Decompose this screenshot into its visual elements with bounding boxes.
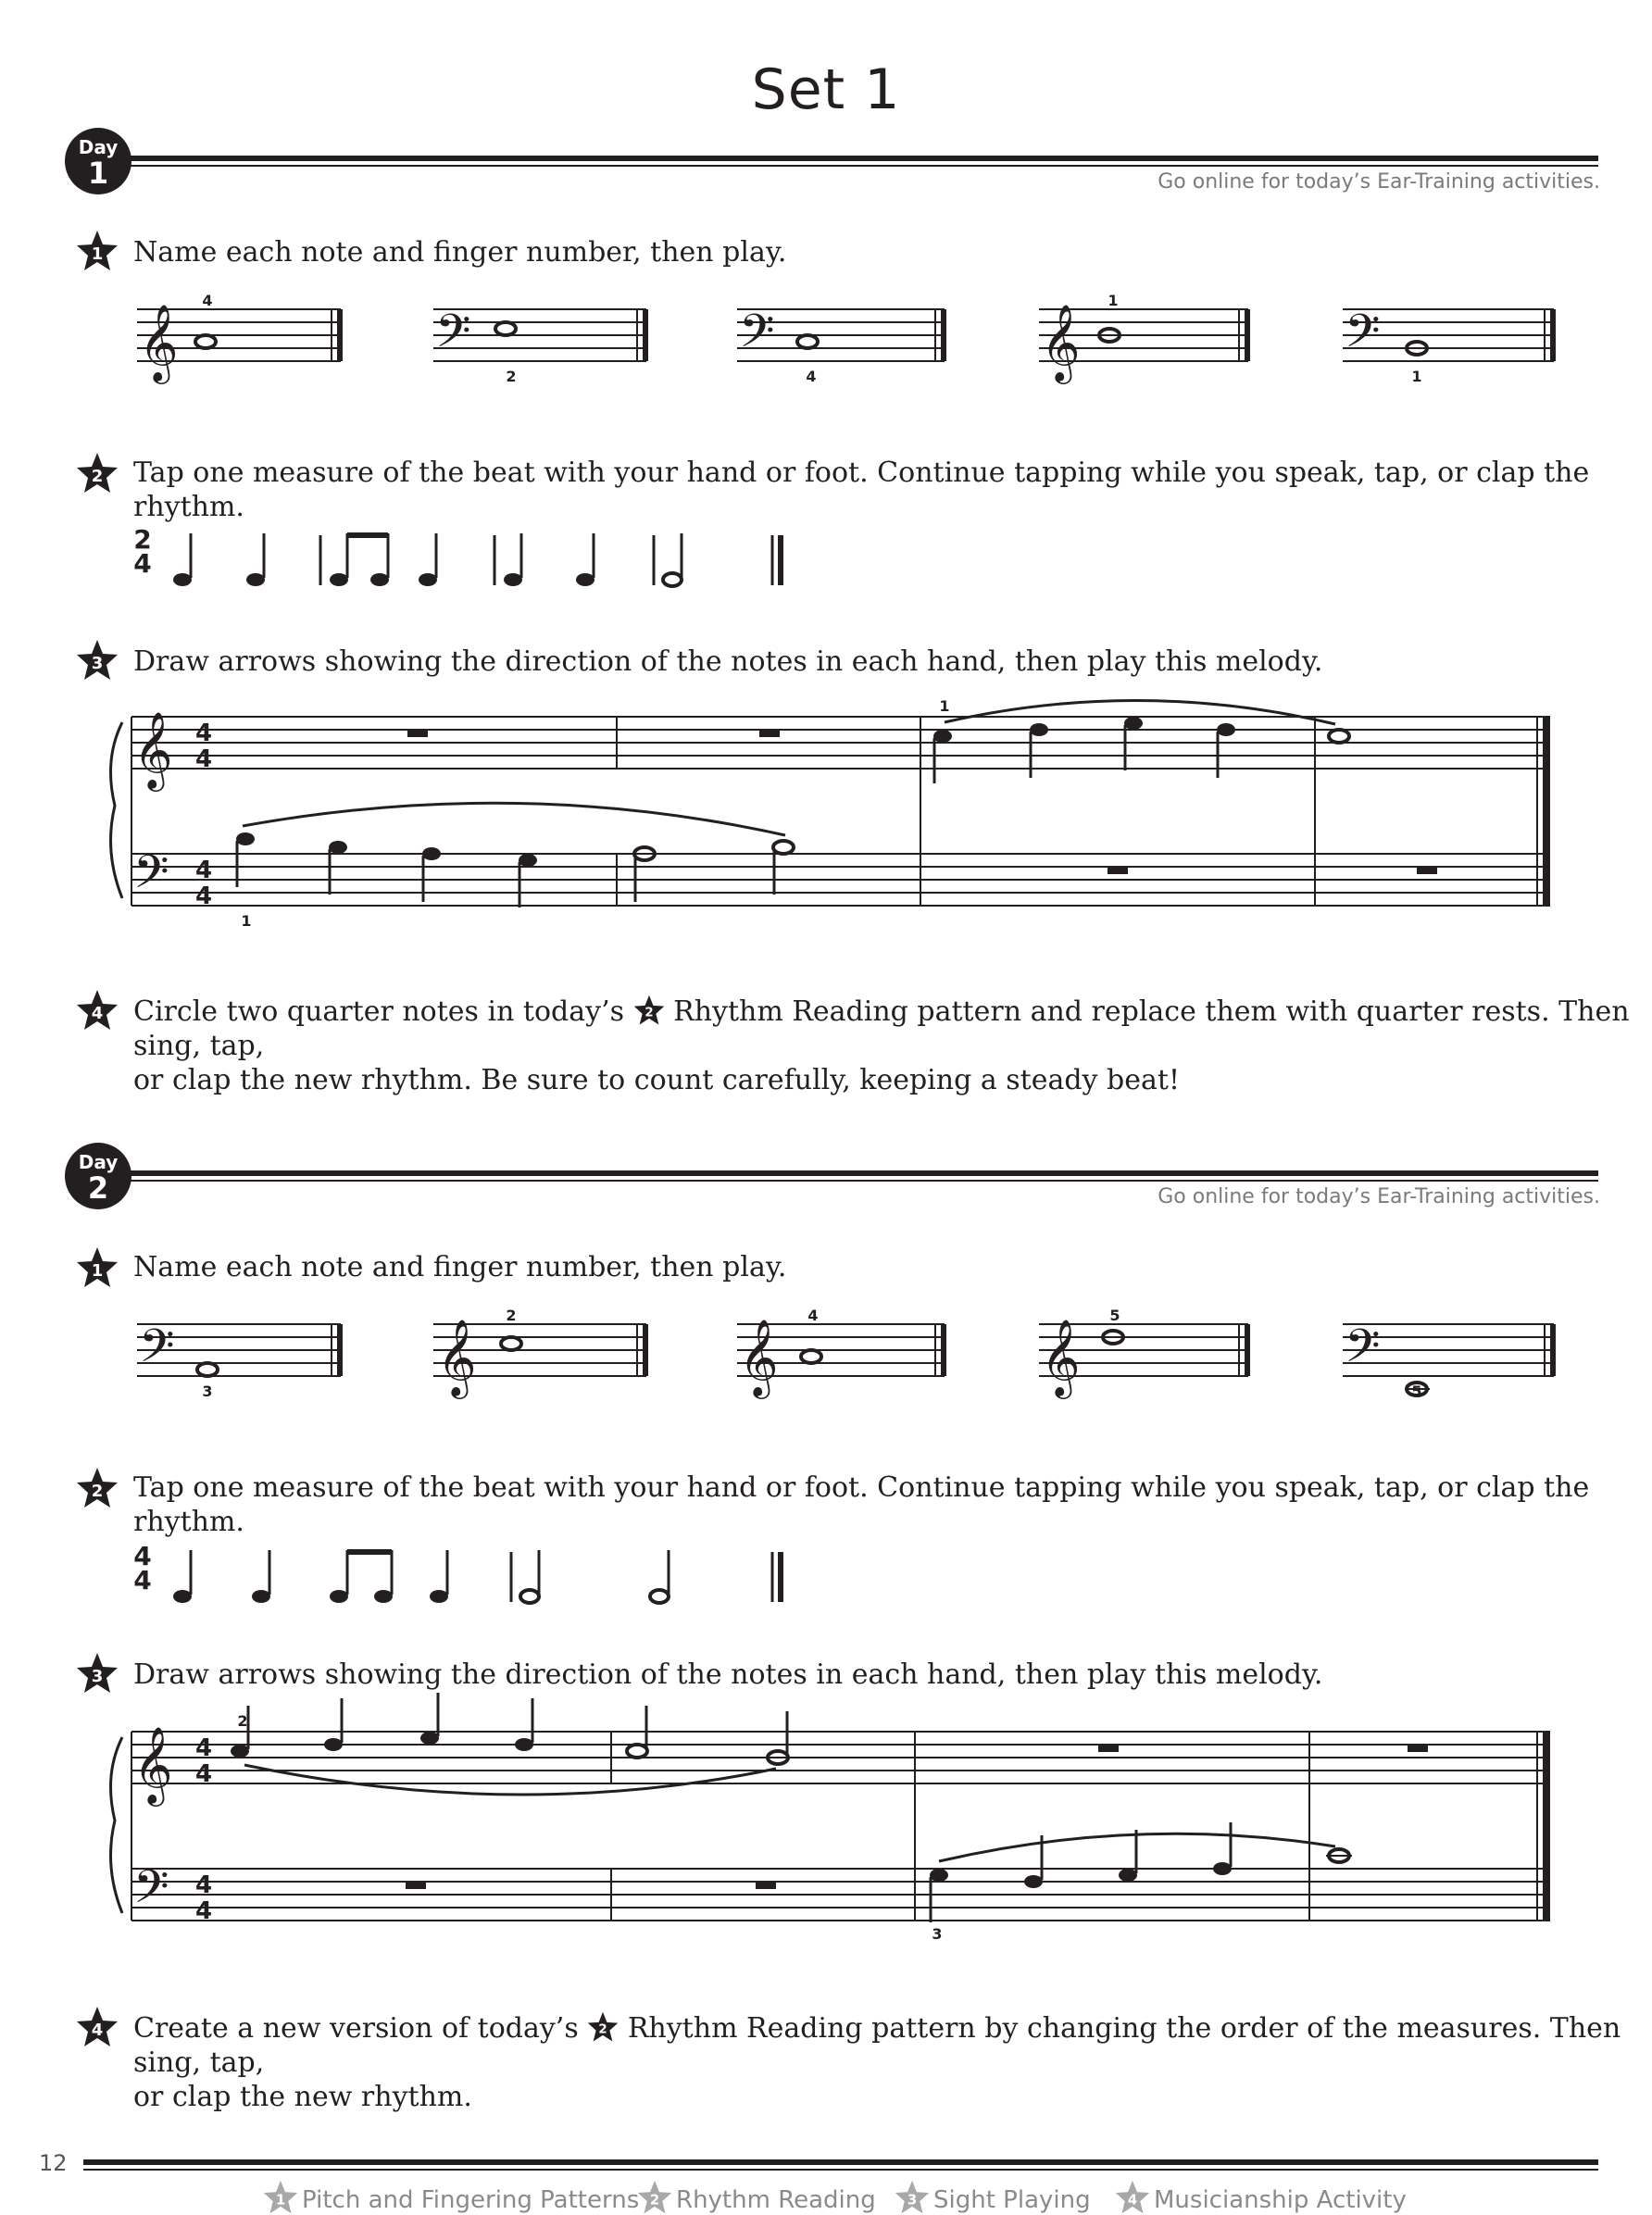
activity-2-text: Tap one measure of the beat with your hand or foot. Continue tapping while you speak, tap, or clap the rhythm. xyxy=(133,457,1590,523)
svg-text:2: 2 xyxy=(649,2191,660,2209)
svg-text:3: 3 xyxy=(91,1667,104,1686)
svg-text:1: 1 xyxy=(1411,368,1422,385)
svg-text:2: 2 xyxy=(598,2022,607,2037)
svg-text:4: 4 xyxy=(194,857,213,884)
svg-text:2: 2 xyxy=(506,1307,517,1324)
svg-text:2: 2 xyxy=(506,368,517,385)
svg-text:𝄞: 𝄞 xyxy=(133,710,173,788)
page-number: 12 xyxy=(39,2150,68,2176)
star-4-icon xyxy=(76,2006,119,2048)
svg-text:1: 1 xyxy=(241,912,252,930)
svg-text:3: 3 xyxy=(202,1383,213,1400)
svg-text:𝄢: 𝄢 xyxy=(133,845,169,910)
legend-item: 2 Rhythm Reading xyxy=(637,2180,876,2215)
star-3-icon xyxy=(895,2180,930,2215)
rhythm-reading-star-icon xyxy=(587,2011,619,2043)
svg-text:1: 1 xyxy=(91,1261,104,1281)
page-title: Set 1 xyxy=(751,57,901,122)
svg-text:3: 3 xyxy=(932,1925,943,1943)
activity-1-text: Name each note and finger number, then play. xyxy=(133,1251,787,1283)
day-number: 2 xyxy=(87,1170,109,1206)
star-2-icon xyxy=(637,2180,672,2215)
svg-text:1: 1 xyxy=(91,244,104,264)
svg-text:5: 5 xyxy=(1411,1383,1422,1400)
day-label: Day xyxy=(78,136,119,158)
svg-text:4: 4 xyxy=(194,882,213,910)
svg-text:𝄞: 𝄞 xyxy=(1041,1318,1081,1395)
svg-text:𝄞: 𝄞 xyxy=(139,303,179,381)
svg-text:𝄢: 𝄢 xyxy=(739,305,775,369)
svg-text:4: 4 xyxy=(133,1541,152,1571)
svg-text:4: 4 xyxy=(91,2021,104,2040)
svg-text:3: 3 xyxy=(907,2191,918,2209)
svg-text:5: 5 xyxy=(1109,1307,1120,1324)
svg-text:2: 2 xyxy=(91,467,104,486)
star-4-icon xyxy=(1115,2180,1150,2215)
legend-item: 1 Pitch and Fingering Patterns xyxy=(263,2180,639,2215)
svg-text:𝄢: 𝄢 xyxy=(133,1860,169,1925)
svg-text:4: 4 xyxy=(194,1734,213,1762)
svg-text:2: 2 xyxy=(133,524,152,555)
svg-text:𝄞: 𝄞 xyxy=(437,1318,477,1395)
activity-4-text: Circle two quarter notes in today’s 2 Rhythm Reading pattern and replace them with quarter rests. Then sing, tap, or clap the new rhythm. Be sure to count carefully, keeping a steady beat! xyxy=(133,995,1630,1096)
svg-text:𝄢: 𝄢 xyxy=(1345,305,1381,369)
svg-text:4: 4 xyxy=(194,745,213,773)
activity-4-text: Create a new version of today’s 2 Rhythm Reading pattern by changing the order of the measures. Then sing, tap, or clap the new rhythm. xyxy=(133,2012,1621,2113)
svg-text:4: 4 xyxy=(133,1565,152,1596)
svg-text:4: 4 xyxy=(133,548,152,579)
activity-3-text: Draw arrows showing the direction of the notes in each hand, then play this melody. xyxy=(133,1658,1323,1691)
svg-text:2: 2 xyxy=(237,1712,248,1730)
svg-text:𝄢: 𝄢 xyxy=(435,305,471,369)
svg-text:4: 4 xyxy=(194,720,213,747)
svg-text:𝄞: 𝄞 xyxy=(133,1725,173,1803)
online-note: Go online for today’s Ear-Training activities. xyxy=(1158,170,1600,194)
svg-text:4: 4 xyxy=(91,1004,104,1023)
legend-item: 3 Sight Playing xyxy=(895,2180,1091,2215)
svg-text:4: 4 xyxy=(194,1871,213,1899)
svg-text:1: 1 xyxy=(939,697,950,715)
svg-text:4: 4 xyxy=(807,1307,819,1324)
activity-1-text: Name each note and finger number, then play. xyxy=(133,236,787,269)
svg-text:𝄢: 𝄢 xyxy=(139,1320,175,1384)
svg-text:4: 4 xyxy=(194,1760,213,1788)
svg-text:4: 4 xyxy=(202,292,213,309)
svg-text:4: 4 xyxy=(806,368,817,385)
activity-3-text: Draw arrows showing the direction of the notes in each hand, then play this melody. xyxy=(133,645,1323,678)
online-note: Go online for today’s Ear-Training activities. xyxy=(1158,1185,1600,1208)
svg-text:𝄞: 𝄞 xyxy=(1041,303,1081,381)
day-label: Day xyxy=(78,1151,119,1173)
svg-text:𝄞: 𝄞 xyxy=(739,1318,779,1395)
svg-text:𝄢: 𝄢 xyxy=(1345,1320,1381,1384)
svg-text:2: 2 xyxy=(91,1482,104,1501)
legend-item: 4 Musicianship Activity xyxy=(1115,2180,1407,2215)
svg-text:4: 4 xyxy=(194,1897,213,1925)
activity-2-text: Tap one measure of the beat with your hand or foot. Continue tapping while you speak, tap, or clap the rhythm. xyxy=(133,1471,1590,1538)
svg-text:2: 2 xyxy=(644,1006,654,1020)
svg-text:4: 4 xyxy=(1127,2191,1138,2209)
svg-text:3: 3 xyxy=(91,654,104,673)
svg-text:1: 1 xyxy=(275,2191,286,2209)
svg-text:1: 1 xyxy=(1108,292,1119,309)
star-1-icon xyxy=(263,2180,298,2215)
day-number: 1 xyxy=(87,156,109,191)
